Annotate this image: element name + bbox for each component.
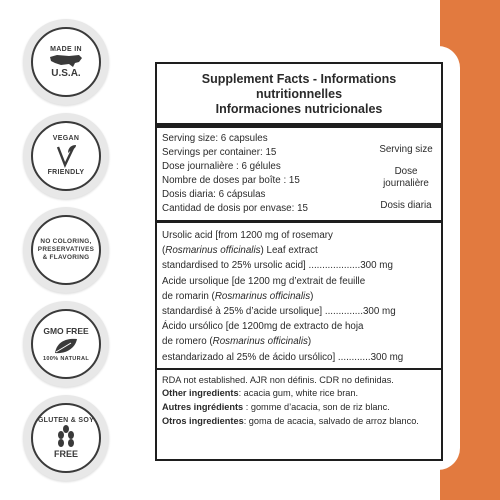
serving-line: Serving size: 6 capsules bbox=[162, 133, 268, 144]
badge-main-text: 100% NATURAL bbox=[42, 355, 90, 362]
serving-size-header: Serving size bbox=[379, 144, 433, 155]
ingredient-row-fr bbox=[162, 274, 436, 320]
other-ingredients-label: Autres ingrédients bbox=[162, 402, 244, 413]
dose-value: 300 mg bbox=[370, 351, 404, 363]
serving-section bbox=[157, 128, 441, 223]
ingredients-section bbox=[157, 223, 441, 370]
ingredient-text: ) Leaf extract bbox=[260, 245, 318, 257]
serving-info bbox=[157, 128, 371, 220]
ingredient-line: Ácido ursólico [de 1200mg de extracto de hoja bbox=[162, 321, 364, 333]
rda-note: RDA not established. AJR non définis. CDR no definidas. bbox=[162, 374, 394, 385]
other-ingredients-label: Other ingredients bbox=[162, 388, 239, 399]
dot-leader: ............ bbox=[335, 351, 371, 363]
ingredient-text: de romarin ( bbox=[162, 290, 215, 302]
badge-line: PRESERVATIVES bbox=[37, 246, 95, 253]
badge-gmo-free bbox=[23, 301, 109, 387]
badge-made-in-usa bbox=[23, 19, 109, 105]
ingredient-line: Ursolic acid [from 1200 mg of rosemary bbox=[162, 230, 333, 241]
grain-icon bbox=[55, 425, 77, 449]
dose-value: 300 mg bbox=[362, 306, 396, 318]
facts-title-line2: Informaciones nutricionales bbox=[215, 102, 383, 116]
latin-name: Rosmarinus officinalis bbox=[212, 336, 308, 348]
ingredient-row-en bbox=[162, 228, 436, 274]
badge-main-text: FRIENDLY bbox=[47, 169, 85, 176]
ingredient-line bbox=[162, 258, 436, 273]
serving-line: Dose journalière : 6 gélules bbox=[162, 161, 281, 172]
supplement-facts-panel bbox=[155, 62, 443, 461]
leaf-v-icon bbox=[54, 143, 78, 169]
badge-top-text: GLUTEN & SOY bbox=[37, 416, 95, 424]
serving-line: Nombre de doses par boîte : 15 bbox=[162, 175, 300, 186]
latin-name: Rosmarinus officinalis bbox=[214, 290, 311, 302]
badge-main-text: U.S.A. bbox=[51, 67, 81, 79]
ingredient-row-es bbox=[162, 319, 436, 365]
dosis-diaria-header: Dosis diaria bbox=[380, 200, 432, 211]
badge-top-text: GMO FREE bbox=[43, 325, 89, 336]
leaf-icon bbox=[53, 337, 79, 355]
ingredient-line bbox=[162, 350, 436, 365]
badge-top-text: VEGAN bbox=[52, 135, 80, 142]
other-ingredients-label: Otros ingredientes bbox=[162, 415, 244, 426]
serving-column-header bbox=[371, 128, 441, 220]
ingredient-line bbox=[162, 243, 436, 258]
badge-line: & FLAVORING bbox=[42, 254, 90, 261]
other-ingredients-fr bbox=[162, 401, 436, 415]
ingredient-text: standardisé à 25% d’acide ursolique] bbox=[162, 306, 323, 318]
badge-gluten-soy-free bbox=[23, 395, 109, 481]
serving-line: Servings per container: 15 bbox=[162, 147, 277, 158]
latin-name: Rosmarinus officinalis bbox=[165, 245, 261, 257]
dot-leader: ................... bbox=[305, 260, 361, 272]
ingredient-text: ) bbox=[307, 336, 312, 348]
usa-map-icon bbox=[49, 54, 83, 68]
ingredient-line bbox=[162, 334, 436, 349]
facts-title bbox=[157, 64, 441, 128]
dose-value: 300 mg bbox=[360, 260, 393, 272]
dose-journaliere-header: Dose journalière bbox=[383, 166, 429, 189]
ingredient-line: Acide ursolique [de 1200 mg d’extrait de feuille bbox=[162, 275, 366, 287]
ingredient-text: ( bbox=[162, 245, 166, 257]
ingredient-text: de romero ( bbox=[162, 336, 213, 348]
badge-top-text: MADE IN bbox=[50, 45, 82, 53]
serving-line: Cantidad de dosis por envase: 15 bbox=[162, 203, 308, 214]
serving-line: Dosis diaria: 6 cápsulas bbox=[162, 189, 266, 200]
other-ingredients-en bbox=[162, 387, 436, 401]
badge-main-text: FREE bbox=[53, 448, 78, 459]
other-ingredients-value: : goma de acacia, salvado de arroz blanco. bbox=[243, 415, 419, 426]
badge-no-coloring bbox=[23, 207, 109, 293]
other-ingredients-es bbox=[162, 415, 436, 429]
badge-vegan-friendly bbox=[23, 113, 109, 199]
ingredient-line bbox=[162, 304, 436, 319]
facts-title-line1: Supplement Facts - Informations nutritionnelles bbox=[201, 72, 397, 101]
dot-leader: .............. bbox=[322, 306, 363, 318]
ingredient-text: estandarizado al 25% de ácido ursólico] bbox=[162, 351, 336, 363]
badge-line: NO COLORING, bbox=[40, 238, 92, 245]
footer-section bbox=[157, 370, 441, 432]
other-ingredients-value: : gomme d’acacia, son de riz blanc. bbox=[243, 402, 390, 413]
ingredient-line bbox=[162, 289, 436, 304]
other-ingredients-value: : acacia gum, white rice bran. bbox=[238, 388, 359, 399]
ingredient-text: standardised to 25% ursolic acid] bbox=[162, 260, 306, 272]
ingredient-text: ) bbox=[310, 290, 314, 302]
